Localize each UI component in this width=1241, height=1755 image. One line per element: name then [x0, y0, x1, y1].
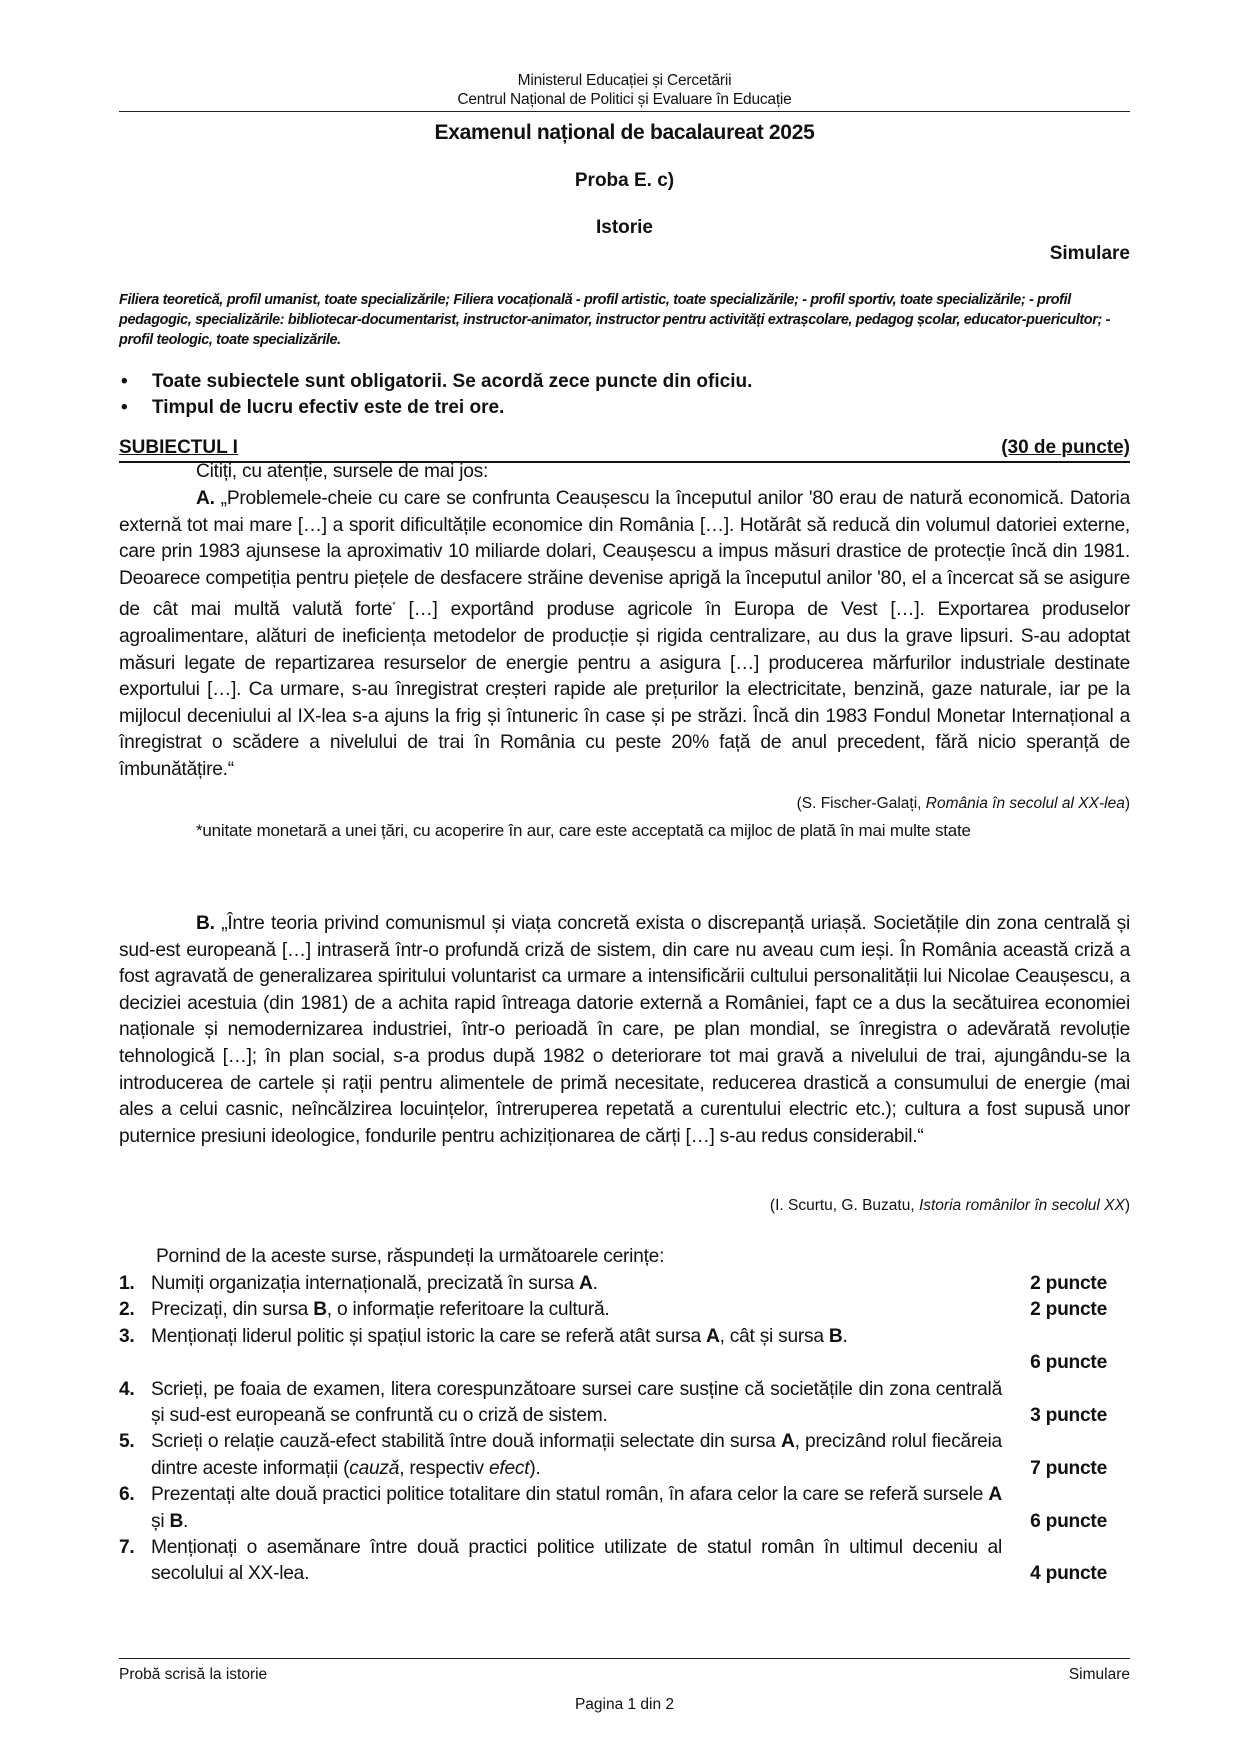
task-item: 5. Scrieți o relație cauză-efect stabilită între două informații selectate din sursa A, precizând rolul fiecăreia dintre aceste informații (cauză, respectiv efect). 7 puncte — [119, 1429, 1130, 1482]
task-item: 3. Menționați liderul politic și spațiul istoric la care se referă atât sursa A, cât și sursa B. 6 puncte — [119, 1324, 1130, 1377]
page-number: Pagina 1 din 2 — [574, 1696, 675, 1713]
task-item: 7. Menționați o asemănare între două practici politice utilizate de statul român în ultimul deceniu al secolului al XX-lea. 4 puncte — [119, 1535, 1130, 1588]
task-number: 2. — [119, 1299, 135, 1321]
source-a-text: A. „Problemele-cheie cu care se confrunta Ceaușescu la începutul anilor '80 erau de natură economică. Datoria externă tot mai mare […] a sporit dificultățile economice din România […]. Hotărât să reducă din volumul datoriei externe, care prin 1983 ajunsese la aproximativ 10 miliarde dolari, Ceaușescu a impus măsuri drastice de protecție încă din 1981. Deoarece competiția pentru piețele de desfacere străine devenise aprigă la începutul anilor '80, el a încercat să se asigure de cât mai multă valută forte* […] exportând produse agricole în Europa de Vest […]. Exportarea produselor agroalimentare, alături de ineficiența metodelor de producție și rigida centralizare, au dus la grave lipsuri. S-au adoptat măsuri legate de repartizarea resurselor de energie pentru a asigura […] producerea mărfurilor industriale destinate exportului […]. Ca urmare, s-au înregistrat creșteri rapide ale prețurilor la electricitate, benzină, gaze naturale, iar pe la mijlocul deceniului al IX-lea s-a ajuns la frig și întuneric în case și pe străzi. Încă din 1983 Fondul Monetar Internațional a înregistrat o scădere a nivelului de trai în România cu peste 20% față de anul precedent, fără nicio speranță de îmbunătățire.“ — [119, 488, 1130, 780]
task-item: 1. 2 puncte Numiți organizația internațională, precizată în sursa A. — [119, 1271, 1130, 1297]
task-number: 7. — [119, 1537, 135, 1559]
task-points: 2 puncte — [1030, 1273, 1107, 1294]
source-b-text: B. „Între teoria privind comunismul și viața concretă exista o discrepanță uriașă. Societățile din zona centrală și sud-est europeană […] intraseră într-o profundă criză de sistem, din care nu aveau cum ieși. În România această criză a fost agravată de generalizarea spiritului voluntarist ca urmare a intensificării cultului personalității lui Nicolae Ceaușescu, a deciziei acestuia (din 1981) de a achita rapid întreaga datorie externă a României, fapt ce a dus la secătuirea economiei naționale și nemodernizarea industriei, într-o perioadă în care, pe plan mondial, se înregistra o adevărată revoluție tehnologică […]; în plan social, s-a produs după 1982 o deteriorare tot mai gravă a nivelului de trai, ajungându-se la introducerea de cartele și rații pentru alimentele de primă necesitate, reducerea drastică a consumului de energie (mai ales a celui casnic, neîncălzirea locuințelor, întreruperea repetată a curentului electric etc.); cultura a fost supusă unor puternice presiuni ideologice, fondurile pentru achiziționarea de cărți […] s-au redus considerabil.“ — [119, 913, 1130, 1147]
ministry-name: Ministerul Educației și Cercetării — [517, 72, 732, 89]
footer-right: Simulare — [1068, 1666, 1130, 1683]
center-name: Centrul Național de Politici și Evaluare în Educație — [457, 91, 792, 108]
footer-divider — [119, 1658, 1130, 1659]
task-item: 4. Scrieți, pe foaia de examen, litera corespunzătoare sursei care susține că societățile din zona centrală și sud-est europeană se confruntă cu o criză de sistem. 3 puncte — [119, 1377, 1130, 1430]
exam-type: Simulare — [1049, 243, 1130, 264]
task-points: 6 puncte — [1030, 1352, 1107, 1374]
source-a — [119, 486, 1130, 784]
footer-left: Probă scrisă la istorie — [119, 1666, 268, 1683]
source-b — [119, 911, 1130, 1150]
task-number: 4. — [119, 1378, 135, 1400]
source-a-citation: (S. Fischer-Galați, România în secolul al XX-lea) — [796, 795, 1130, 812]
section-label: SUBIECTUL I — [119, 437, 238, 458]
task-number: 1. — [119, 1273, 135, 1294]
instructions-list — [119, 369, 1130, 420]
source-a-letter: A. — [196, 488, 215, 509]
instruction-item: • Timpul de lucru efectiv este de trei ore. — [119, 395, 1130, 421]
exam-subject: Istorie — [595, 217, 654, 238]
task-item: 2. 2 puncte Precizați, din sursa B, o informație referitoare la cultură. — [119, 1297, 1130, 1323]
task-number: 5. — [119, 1431, 135, 1453]
institution-header — [119, 71, 1130, 109]
task-number: 3. — [119, 1325, 135, 1347]
footnote-marker: * — [392, 600, 396, 611]
exam-title: Examenul național de bacalaureat 2025 — [434, 121, 815, 144]
exam-proba: Proba E. c) — [574, 170, 675, 191]
source-b-letter: B. — [196, 913, 215, 934]
bullet-icon: • — [121, 371, 128, 392]
task-points: 4 puncte — [1030, 1563, 1107, 1585]
task-number: 6. — [119, 1484, 135, 1506]
source-a-footnote: *unitate monetară a unei țări, cu acoperire în aur, care este acceptată ca mijloc de plată în mai multe state — [196, 821, 971, 840]
header-divider — [119, 111, 1130, 112]
task-points: 3 puncte — [1030, 1405, 1107, 1427]
filiera-description: Filiera teoretică, profil umanist, toate specializările; Filiera vocațională - profil artistic, toate specializările; - profil sportiv, toate specializările; - profil pedagogic, specializările: bibliotecar-documentarist, instructor-animator, instructor pentru activități extrașcolare, pedagog școlar, educator-puericultor; - profil teologic, toate specializările. — [119, 292, 1111, 348]
instruction-item: • Toate subiectele sunt obligatorii. Se acordă zece puncte din oficiu. — [119, 369, 1130, 395]
bullet-icon: • — [121, 396, 128, 418]
sources-intro: Citiți, cu atenție, sursele de mai jos: — [196, 461, 489, 482]
task-points: 7 puncte — [1030, 1457, 1107, 1479]
task-points: 2 puncte — [1030, 1299, 1107, 1321]
task-item: 6. Prezentați alte două practici politice totalitare din statul român, în afara celor la care se referă sursele A și B. 6 puncte — [119, 1482, 1130, 1535]
task-points: 6 puncte — [1030, 1510, 1107, 1532]
section-points: (30 de puncte) — [1001, 437, 1130, 458]
source-b-citation: (I. Scurtu, G. Buzatu, Istoria românilor în secolul XX) — [769, 1197, 1130, 1214]
tasks-intro: Pornind de la aceste surse, răspundeți la următoarele cerințe: — [156, 1246, 665, 1267]
tasks-list — [119, 1271, 1130, 1588]
